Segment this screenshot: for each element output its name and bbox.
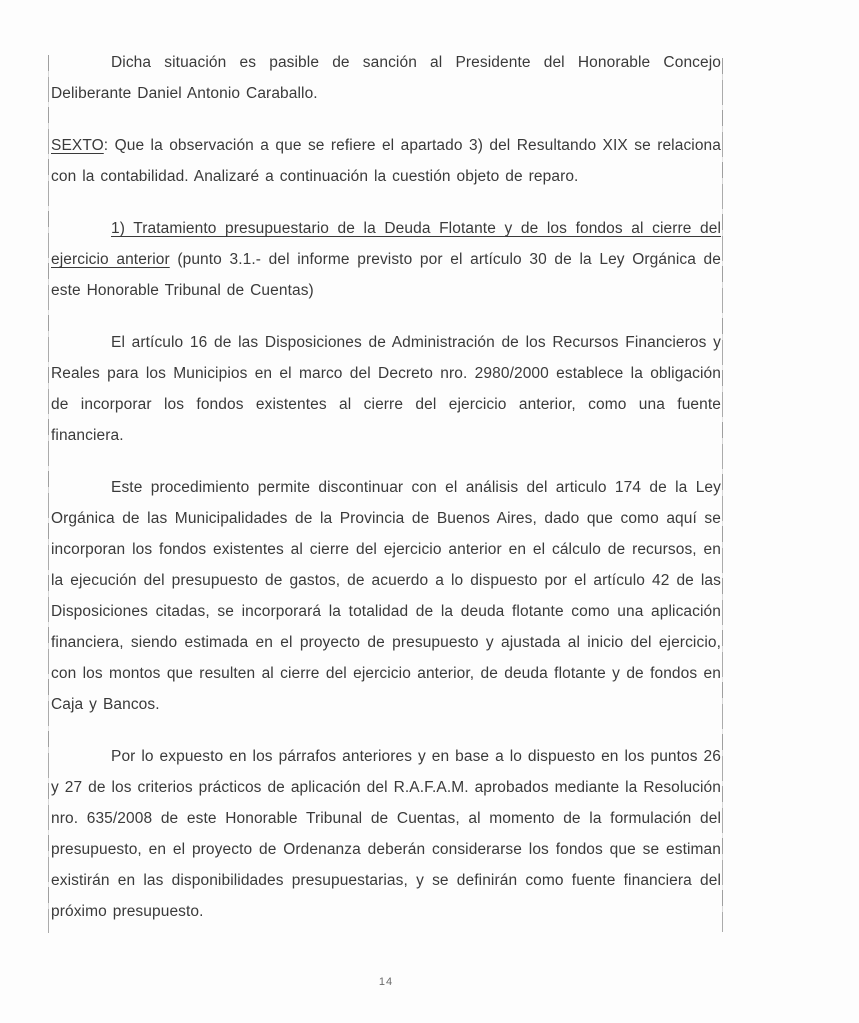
heading-rest-text: (punto 3.1.- del informe previsto por el artículo 30 de la Ley Orgánica de este Honorable Tribunal de Cuentas) [51, 251, 721, 299]
paragraph-text: El artículo 16 de las Disposiciones de Administración de los Recursos Financieros y Reales para los Municipios en el marco del Decreto nro. 2980/2000 establece la obligación de incorporar los fondos existentes al cierre del ejercicio anterior, como una fuente financiera. [51, 334, 721, 444]
paragraph-por-lo-expuesto [51, 741, 721, 927]
right-margin-rule [722, 58, 723, 932]
paragraph-text: Dicha situación es pasible de sanción al Presidente del Honorable Concejo Deliberante Daniel Antonio Caraballo. [51, 54, 721, 102]
paragraph-text: : Que la observación a que se refiere el apartado 3) del Resultando XIX se relaciona con la contabilidad. Analizaré a continuación la cuestión objeto de reparo. [51, 137, 721, 185]
page-number: 14 [378, 976, 394, 988]
sexto-heading-label: SEXTO [51, 137, 104, 154]
paragraph-text: Por lo expuesto en los párrafos anteriores y en base a lo dispuesto en los puntos 26 y 27 de los criterios prácticos de aplicación del R.A.F.A.M. aprobados mediante la Resolución nro. 635/2008 de este Honorable Tribunal de Cuentas, al momento de la formulación del presupuesto, en el proyecto de Ordenanza deberán considerarse los fondos que se estiman existirán en las disponibilidades presupuestarias, y se definirán como fuente financiera del próximo presupuesto. [51, 748, 721, 920]
left-margin-rule [48, 55, 49, 933]
paragraph-sancion-presidente [51, 47, 721, 109]
heading-underlined-text: 1) Tratamiento presupuestario de la Deuda Flotante y de los fondos al cierre del ejercicio anterior [51, 220, 721, 268]
document-body [51, 47, 721, 948]
paragraph-procedimiento [51, 472, 721, 720]
paragraph-text: Este procedimiento permite discontinuar con el análisis del articulo 174 de la Ley Orgánica de las Municipalidades de la Provincia de Buenos Aires, dado que como aquí se incorporan los fondos existentes al cierre del ejercicio anterior en el cálculo de recursos, en la ejecución del presupuesto de gastos, de acuerdo a lo dispuesto por el artículo 42 de las Disposiciones citadas, se incorporará la totalidad de la deuda flotante como una aplicación financiera, siendo estimada en el proyecto de presupuesto y ajustada al inicio del ejercicio, con los montos que resulten al cierre del ejercicio anterior, de deuda flotante y de fondos en Caja y Bancos. [51, 479, 721, 713]
paragraph-sexto [51, 130, 721, 192]
paragraph-articulo-16 [51, 327, 721, 451]
heading-tratamiento-deuda-flotante [51, 213, 721, 306]
